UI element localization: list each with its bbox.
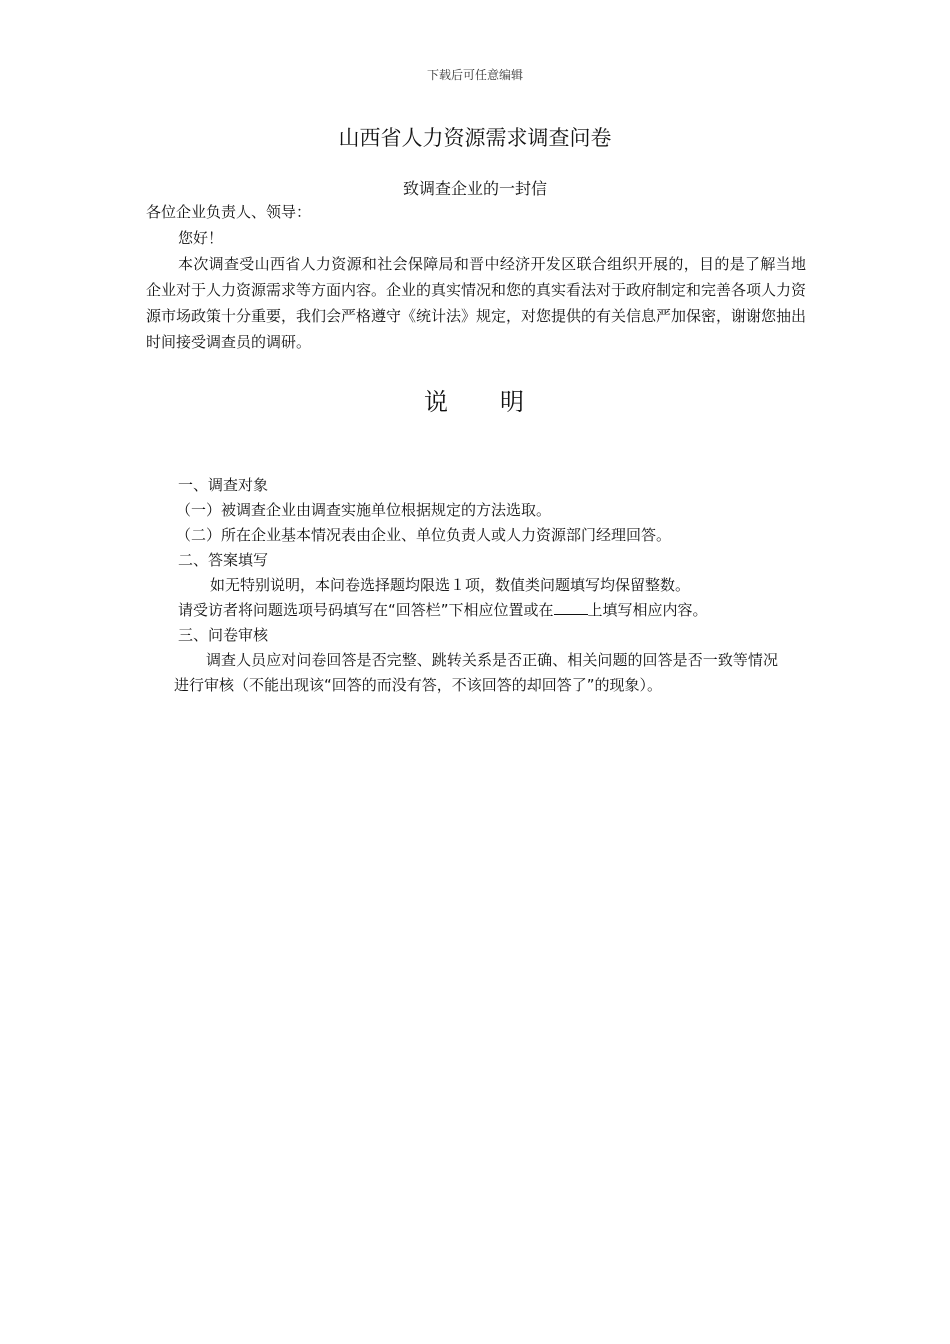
section2-line2-before: 请受访者将问题选项号码填写在“回答栏”下相应位置或在	[178, 601, 554, 619]
letter-title: 致调查企业的一封信	[402, 179, 547, 198]
header-note: 下载后可任意编辑	[426, 68, 523, 82]
letter-salutation: 各位企业负责人、领导：	[146, 203, 312, 221]
section2-heading: 二、答案填写	[178, 551, 269, 569]
section3-heading: 三、问卷审核	[178, 626, 269, 644]
fill-blank	[554, 600, 588, 615]
section3-body: 调查人员应对问卷回答是否完整、跳转关系是否正确、相关问题的回答是否一致等情况进行审核（不能出现该“回答的而没有答，不该回答的却回答了”的现象）。	[174, 651, 778, 694]
letter-greeting: 您好！	[178, 229, 224, 247]
section1-item1: （一）被调查企业由调查实施单位根据规定的方法选取。	[176, 501, 552, 519]
letter-body: 本次调查受山西省人力资源和社会保障局和晋中经济开发区联合组织开展的，目的是了解当地企业对于人力资源需求等方面内容。企业的真实情况和您的真实看法对于政府制定和完善各项人力资源市场政策十分重要，我们会严格遵守《统计法》规定，对您提供的有关信息严加保密，谢谢您抽出时间接受调查员的调研。	[146, 255, 807, 351]
section1-heading: 一、调查对象	[178, 476, 269, 494]
instructions-title: 说明	[424, 388, 576, 416]
section2-line2	[178, 598, 708, 623]
section2-line1: 如无特别说明，本问卷选择题均限选１项，数值类问题填写均保留整数。	[210, 576, 691, 594]
section2-line2-after: 上填写相应内容。	[587, 601, 708, 619]
page-title: 山西省人力资源需求调查问卷	[338, 126, 612, 150]
section1-item2: （二）所在企业基本情况表由企业、单位负责人或人力资源部门经理回答。	[176, 526, 672, 544]
